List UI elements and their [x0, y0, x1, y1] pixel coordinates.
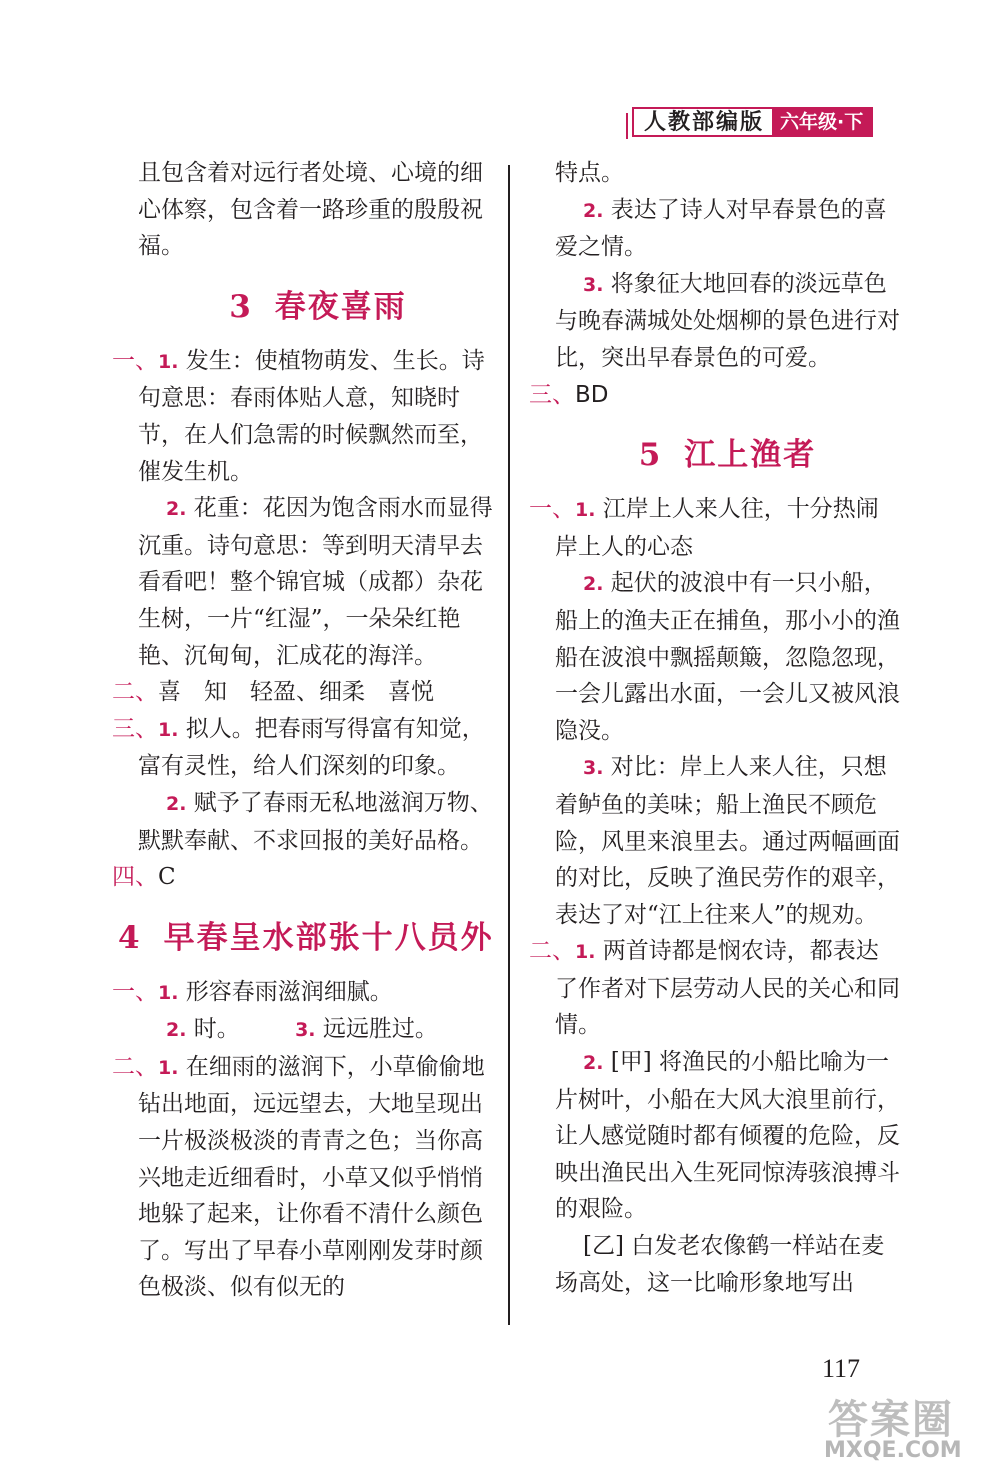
item-mark: 二、: [112, 679, 158, 706]
watermark-title: 答案圈: [828, 1397, 954, 1443]
section-title: 早春呈水部张十八员外: [163, 919, 494, 956]
edition-header: [632, 107, 873, 137]
item-number: 1.: [575, 499, 596, 522]
right-column: [529, 155, 900, 1301]
answer-text: 在细雨的滋润下，小草偷偷地钻出地面，远远望去，大地呈现出一片极淡极淡的青青之色；当你高兴地走近细看时，小草又似乎悄悄地躲了起来，让你看不清什么颜色了。写出了早春小草刚刚发芽时颜色极淡、似有似无的: [138, 1053, 485, 1301]
answer-text: 江岸上人来人往，十分热闹岸上人的心态: [555, 496, 879, 560]
item-number: 1.: [158, 981, 179, 1004]
answer-4-1-1: [112, 974, 498, 1012]
section-3-title: [138, 287, 498, 327]
section-number: 4: [118, 919, 142, 956]
answer-4-2-3: [555, 266, 900, 377]
answer-text: C: [158, 864, 176, 891]
answer-text: 赋予了春雨无私地滋润万物、默默奉献、不求回报的美好品格。: [138, 789, 493, 854]
answer-text: 起伏的波浪中有一只小船，船上的渔夫正在捕鱼，那小小的渔船在波浪中飘摇颠簸，忽隐忽现，一会儿露出水面，一会儿又被风浪隐没。: [555, 570, 900, 744]
item-number: 2.: [166, 1019, 187, 1042]
left-column: [112, 155, 498, 1306]
grade-label: 六年级·下: [772, 109, 871, 135]
answer-text: 形容春雨滋润细腻。: [185, 978, 393, 1005]
intro-paragraph: 且包含着对远行者处境、心境的细心体察，包含着一路珍重的殷殷祝福。: [138, 160, 483, 260]
page-number: 117: [822, 1354, 861, 1383]
watermark-url: MXQE.COM: [824, 1438, 962, 1463]
answer-text: [乙] 白发老农像鹤一样站在麦场高处，这一比喻形象地写出: [555, 1233, 885, 1296]
item-mark: 二、: [112, 1053, 158, 1080]
item-mark: 一、: [112, 347, 158, 374]
item-number: 2.: [583, 199, 604, 222]
answer-3-1-2: [138, 490, 498, 674]
answer-3-4: [112, 859, 498, 896]
section-5-title: [555, 435, 900, 475]
section-title: 春夜喜雨: [274, 288, 407, 325]
item-number: 1.: [575, 941, 596, 964]
section-title: 江上渔者: [684, 437, 817, 474]
item-mark: 三、: [529, 381, 575, 408]
column-divider: [508, 165, 510, 1325]
answer-text: 两首诗都是悯农诗，都表达了作者对下层劳动人民的关心和同情。: [555, 938, 900, 1039]
item-number: 1.: [158, 718, 179, 741]
continued-text: 特点。: [555, 160, 624, 186]
answer-4-2-2: [555, 192, 900, 266]
answer-3-1-1: [112, 343, 498, 490]
answer-4-3: [529, 377, 900, 414]
answer-3-3-2: [138, 785, 498, 859]
item-number: 2.: [166, 498, 187, 521]
answer-5-1-2: [555, 565, 900, 749]
item-number: 2.: [583, 573, 604, 596]
item-number: 2.: [583, 1052, 604, 1075]
answer-text: 对比：岸上人来人往，只想着鲈鱼的美味；船上渔民不顾危险，风里来浪里去。通过两幅画面的对比，反映了渔民劳作的艰辛，表达了对“江上往来人”的规劝。: [555, 754, 900, 928]
answer-text: 喜 知 轻盈、细柔 喜悦: [158, 679, 434, 706]
answer-text: 时。: [193, 1016, 240, 1043]
item-number: 2.: [166, 792, 187, 815]
watermark-logo: [820, 1388, 980, 1468]
answer-3-3-1: [112, 711, 498, 785]
item-mark: 三、: [112, 715, 158, 742]
section-number: 3: [229, 288, 253, 325]
answer-3-2: [112, 674, 498, 711]
item-mark: 二、: [529, 938, 575, 965]
edition-label: 人教部编版: [634, 109, 772, 135]
answer-text: [甲] 将渔民的小船比喻为一片树叶，小船在大风大浪里前行，让人感觉随时都有倾覆的危险，反映出渔民出入生死同惊涛骇浪搏斗的艰险。: [555, 1049, 900, 1223]
answer-5-1-3: [555, 749, 900, 933]
answer-text: 将象征大地回春的淡远草色与晚春满城处处烟柳的景色进行对比，突出早春景色的可爱。: [555, 270, 900, 371]
answer-4-1-2: [138, 1011, 498, 1049]
answer-text: BD: [575, 381, 609, 408]
item-number: 1.: [158, 1056, 179, 1079]
answer-text: 远远胜过。: [322, 1016, 438, 1043]
answer-5-2-2: [555, 1044, 900, 1228]
item-number: 1.: [158, 350, 179, 373]
item-mark: 四、: [112, 864, 158, 891]
answer-text: 拟人。把春雨写得富有知觉，富有灵性，给人们深刻的印象。: [138, 715, 485, 780]
section-number: 5: [638, 437, 663, 474]
item-number: 3.: [583, 757, 604, 780]
section-4-title: [118, 918, 498, 958]
item-number: 3.: [583, 273, 604, 296]
item-number: 3.: [295, 1019, 316, 1042]
item-mark: 一、: [112, 978, 158, 1005]
answer-5-2-1: [529, 933, 900, 1044]
answer-text: 发生：使植物萌发、生长。诗句意思：春雨体贴人意，知晓时节，在人们急需的时候飘然而至，催发生机。: [138, 347, 485, 485]
answer-text: 表达了诗人对早春景色的喜爱之情。: [555, 196, 887, 261]
answer-5-2-3: [555, 1228, 900, 1301]
answer-5-1-1: [529, 491, 900, 565]
item-mark: 一、: [529, 496, 575, 523]
answer-4-2-1: [112, 1049, 498, 1306]
answer-text: 花重：花因为饱含雨水而显得沉重。诗句意思：等到明天清早去看看吧！整个锦官城（成都）杂花生树，一片“红湿”，一朵朵红艳艳、沉甸甸，汇成花的海洋。: [138, 495, 493, 669]
